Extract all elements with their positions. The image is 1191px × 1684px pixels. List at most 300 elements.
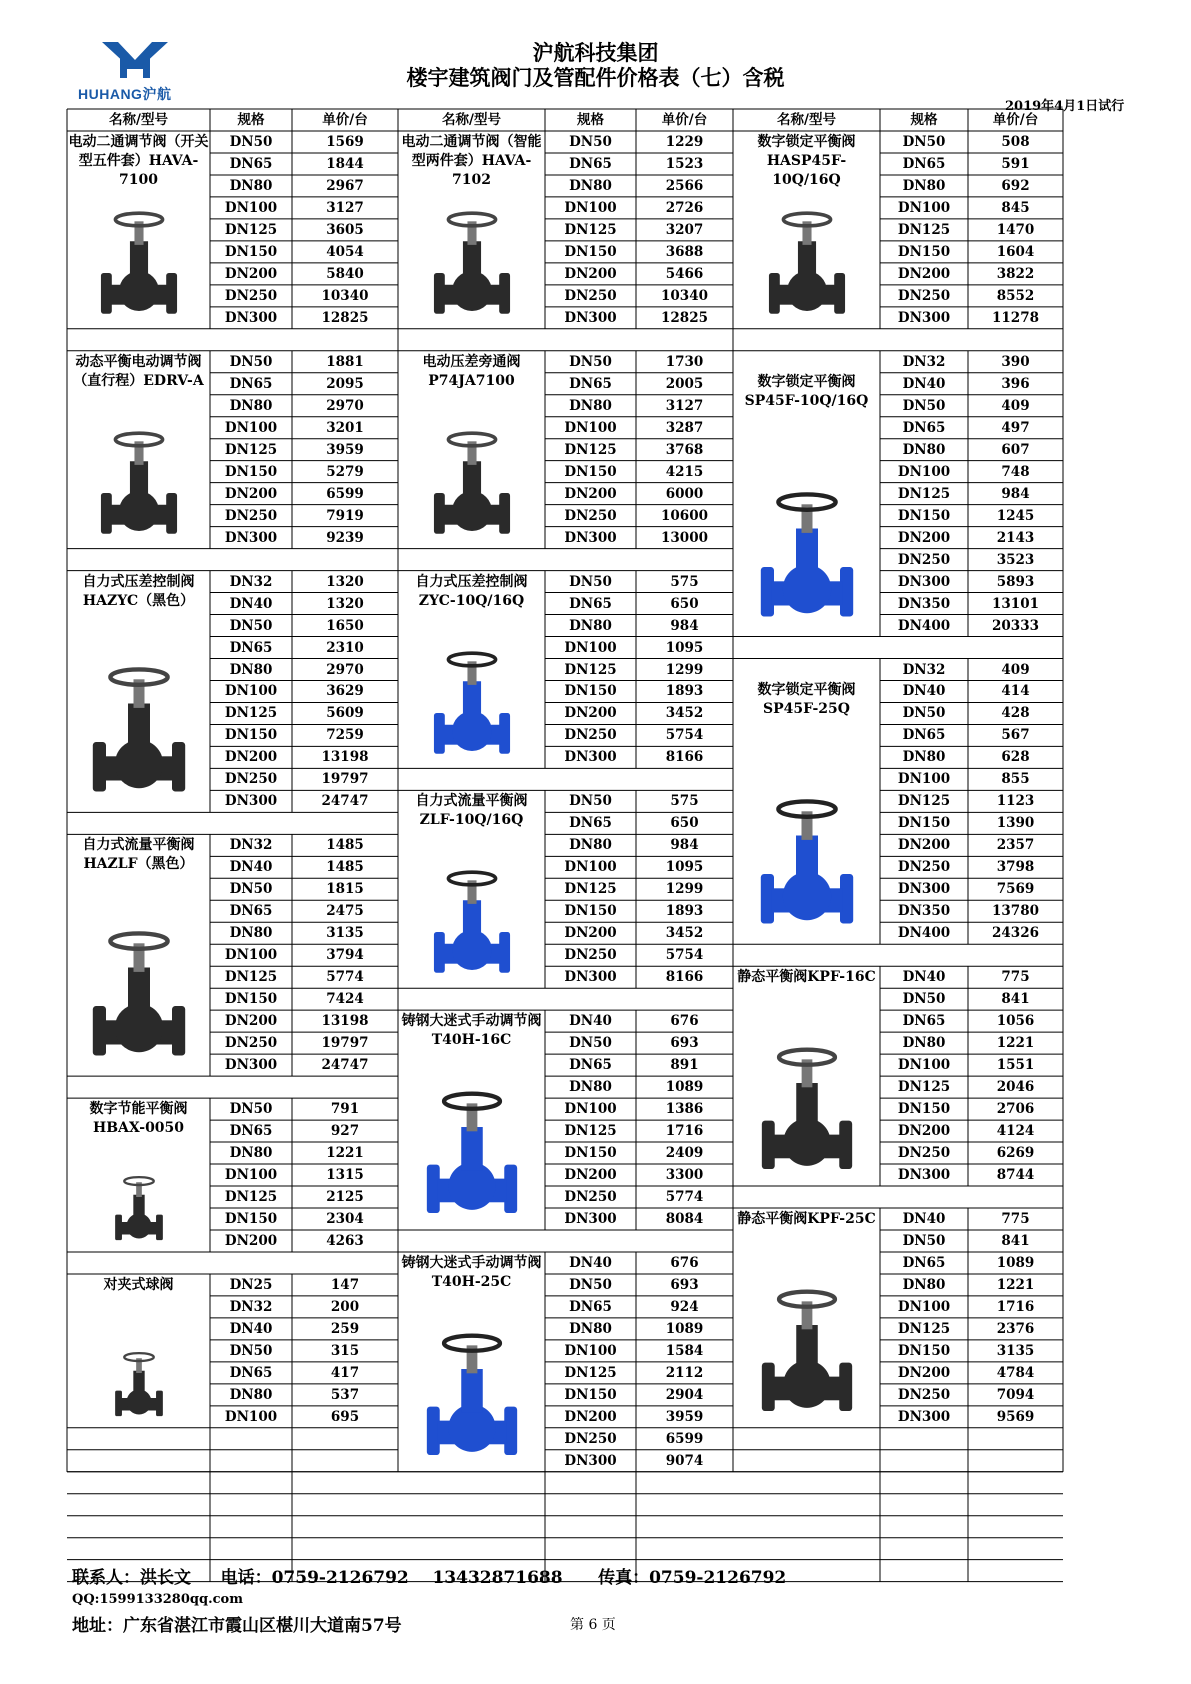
spec-cell: DN125 [897, 1320, 951, 1337]
spec-cell: DN250 [564, 727, 617, 744]
spec-cell: DN150 [224, 727, 278, 744]
price-cell: 1221 [326, 1145, 364, 1162]
price-cell: 2409 [665, 1145, 704, 1162]
header-price: 单价/台 [322, 112, 368, 128]
spec-cell: DN50 [569, 1276, 612, 1293]
spec-cell: DN50 [902, 397, 946, 414]
price-cell: 414 [1001, 683, 1030, 700]
price-cell: 841 [1001, 1232, 1030, 1249]
spec-cell: DN125 [564, 1123, 617, 1140]
spec-cell: DN65 [902, 727, 946, 744]
price-cell: 7424 [326, 991, 364, 1008]
price-cell: 3959 [326, 441, 364, 458]
effective-date: 2019年4月1日试行 [1005, 99, 1125, 114]
price-cell: 6000 [665, 485, 704, 502]
spec-cell: DN300 [564, 1211, 617, 1227]
price-cell: 650 [670, 815, 699, 832]
price-cell: 9074 [665, 1452, 704, 1469]
spec-cell: DN400 [897, 925, 951, 942]
price-cell: 3605 [326, 221, 364, 238]
spec-cell: DN100 [224, 419, 278, 436]
spec-cell: DN80 [902, 1035, 946, 1052]
price-cell: 6599 [326, 485, 364, 502]
price-cell: 409 [1001, 661, 1030, 678]
price-cell: 1584 [665, 1342, 704, 1359]
price-cell: 1229 [665, 133, 704, 150]
price-cell: 3452 [665, 925, 704, 942]
spec-cell: DN200 [564, 705, 617, 722]
spec-cell: DN300 [897, 309, 951, 326]
price-cell: 3127 [665, 397, 704, 414]
price-cell: 9569 [996, 1408, 1035, 1425]
price-cell: 3135 [996, 1342, 1035, 1359]
spec-cell: DN200 [897, 1123, 951, 1140]
price-cell: 4215 [665, 463, 704, 480]
spec-cell: DN65 [229, 155, 273, 172]
spec-cell: DN80 [569, 1079, 612, 1096]
qq-email: QQ:1599133280qq.com [72, 1592, 243, 1607]
price-cell: 5754 [665, 727, 704, 744]
spec-cell: DN300 [224, 309, 278, 326]
spec-cell: DN80 [229, 1145, 273, 1162]
price-cell: 567 [1001, 727, 1030, 744]
spec-cell: DN25 [229, 1276, 273, 1293]
spec-cell: DN150 [897, 243, 951, 260]
spec-cell: DN65 [229, 1364, 273, 1381]
price-cell: 417 [330, 1364, 360, 1381]
price-cell: 1650 [326, 617, 364, 634]
price-cell: 1844 [326, 155, 364, 172]
price-cell: 200 [330, 1298, 360, 1315]
price-cell: 2566 [665, 177, 704, 194]
price-cell: 7094 [996, 1386, 1035, 1403]
price-cell: 4124 [996, 1123, 1035, 1140]
spec-cell: DN300 [224, 529, 278, 546]
contact-footer [72, 1563, 786, 1636]
spec-cell: DN100 [564, 1101, 617, 1118]
spec-cell: DN40 [229, 1320, 273, 1337]
spec-cell: DN400 [897, 617, 951, 634]
valve-image [84, 1172, 194, 1246]
spec-cell: DN40 [902, 1211, 946, 1227]
product-name: 铸钢大迷式手动调节阀T40H-25C [401, 1254, 542, 1290]
spec-cell: DN150 [224, 991, 278, 1008]
price-cell: 5840 [326, 265, 364, 282]
price-cell: 10340 [321, 287, 369, 304]
price-cell: 1569 [326, 133, 364, 150]
header-spec: 规格 [577, 112, 604, 128]
spec-cell: DN200 [564, 265, 617, 282]
price-cell: 1089 [996, 1254, 1035, 1271]
spec-cell: DN125 [564, 221, 617, 238]
spec-cell: DN250 [564, 1189, 617, 1206]
spec-cell: DN150 [897, 1342, 951, 1359]
spec-cell: DN50 [229, 133, 273, 150]
spec-cell: DN50 [569, 353, 612, 370]
price-cell: 5893 [996, 573, 1035, 590]
price-cell: 2357 [996, 837, 1035, 854]
spec-cell: DN65 [229, 903, 273, 920]
spec-cell: DN250 [564, 507, 617, 524]
spec-cell: DN100 [897, 771, 951, 788]
spec-cell: DN150 [897, 1101, 951, 1118]
price-cell: 10340 [661, 287, 708, 304]
price-cell: 4054 [326, 243, 364, 260]
spec-cell: DN80 [569, 397, 612, 414]
spec-cell: DN50 [902, 133, 946, 150]
price-cell: 984 [670, 617, 699, 634]
price-cell: 24747 [321, 1057, 369, 1074]
spec-cell: DN100 [897, 1057, 951, 1074]
price-cell: 2310 [326, 639, 364, 656]
price-cell: 1551 [996, 1057, 1035, 1074]
price-cell: 891 [670, 1057, 699, 1074]
spec-cell: DN150 [564, 1386, 617, 1403]
price-cell: 2475 [326, 903, 364, 920]
product-name: 电动压差旁通阀P74JA7100 [422, 353, 521, 389]
price-cell: 3201 [326, 419, 364, 436]
spec-cell: DN150 [564, 1145, 617, 1162]
spec-cell: DN100 [897, 1298, 951, 1315]
product-name: 数字锁定平衡阀HASP45F-10Q/16Q [757, 133, 856, 188]
spec-cell: DN250 [897, 1386, 951, 1403]
price-cell: 1221 [996, 1035, 1035, 1052]
spec-cell: DN200 [897, 265, 951, 282]
spec-cell: DN65 [229, 1123, 273, 1140]
price-cell: 1095 [665, 859, 704, 876]
price-cell: 1470 [996, 221, 1035, 238]
spec-cell: DN65 [569, 155, 612, 172]
spec-cell: DN50 [229, 1342, 273, 1359]
spec-cell: DN200 [224, 1013, 278, 1030]
price-cell: 1485 [326, 837, 364, 854]
price-cell: 5466 [665, 265, 704, 282]
header-spec: 规格 [910, 112, 938, 128]
spec-cell: DN150 [897, 815, 951, 832]
spec-cell: DN125 [897, 485, 951, 502]
price-cell: 1089 [665, 1079, 704, 1096]
price-cell: 984 [1001, 485, 1030, 502]
spec-cell: DN80 [229, 1386, 273, 1403]
spec-cell: DN100 [564, 199, 617, 216]
spec-cell: DN40 [229, 595, 273, 612]
phone-label: 电话： [220, 1568, 272, 1588]
valve-image [84, 205, 194, 323]
spec-cell: DN100 [224, 199, 278, 216]
spec-cell: DN300 [564, 309, 617, 326]
spec-cell: DN250 [564, 1430, 617, 1447]
spec-cell: DN125 [564, 881, 617, 898]
product-name: 铸钢大迷式手动调节阀T40H-16C [401, 1013, 542, 1049]
spec-cell: DN50 [569, 573, 612, 590]
price-cell: 1089 [665, 1320, 704, 1337]
price-cell: 2005 [665, 375, 704, 392]
spec-cell: DN200 [897, 837, 951, 854]
price-cell: 591 [1001, 155, 1030, 172]
price-cell: 2376 [996, 1320, 1035, 1337]
spec-cell: DN100 [224, 1408, 278, 1425]
spec-cell: DN65 [569, 815, 612, 832]
spec-cell: DN32 [229, 837, 273, 854]
price-cell: 1386 [665, 1101, 704, 1118]
spec-cell: DN40 [569, 1254, 612, 1271]
price-cell: 5774 [665, 1189, 704, 1206]
price-cell: 1315 [326, 1167, 364, 1184]
valve-image [752, 205, 862, 323]
price-cell: 409 [1001, 397, 1030, 414]
spec-cell: DN100 [224, 1167, 278, 1184]
spec-cell: DN65 [569, 1057, 612, 1074]
valve-image [84, 656, 194, 806]
price-cell: 575 [670, 793, 699, 810]
spec-cell: DN350 [897, 595, 951, 612]
price-cell: 2726 [665, 199, 704, 216]
price-cell: 2970 [326, 661, 364, 678]
spec-cell: DN50 [902, 1232, 946, 1249]
price-cell: 1320 [326, 595, 364, 612]
valve-image [417, 1326, 527, 1466]
product-name: 数字锁定平衡阀SP45F-25Q [757, 681, 856, 717]
price-cell: 5279 [326, 463, 364, 480]
spec-cell: DN150 [564, 243, 617, 260]
product-name: 电动二通调节阀（开关型五件套）HAVA-7100 [68, 133, 209, 188]
price-cell: 1299 [665, 661, 704, 678]
spec-cell: DN80 [229, 925, 273, 942]
spec-cell: DN80 [229, 661, 273, 678]
spec-cell: DN80 [902, 1276, 946, 1293]
price-cell: 8166 [665, 749, 704, 766]
spec-cell: DN80 [569, 177, 612, 194]
price-cell: 927 [330, 1123, 360, 1140]
spec-cell: DN50 [229, 881, 273, 898]
header-name: 名称/型号 [442, 112, 501, 128]
spec-cell: DN50 [569, 133, 612, 150]
spec-cell: DN65 [902, 155, 946, 172]
spec-cell: DN125 [897, 221, 951, 238]
spec-cell: DN150 [897, 507, 951, 524]
spec-cell: DN200 [224, 265, 278, 282]
spec-cell: DN250 [224, 507, 278, 524]
spec-cell: DN100 [564, 419, 617, 436]
spec-cell: DN100 [564, 1342, 617, 1359]
spec-cell: DN300 [897, 1408, 951, 1425]
header-name: 名称/型号 [777, 112, 836, 128]
spec-cell: DN80 [902, 441, 946, 458]
price-cell: 6599 [665, 1430, 704, 1447]
price-cell: 7259 [326, 727, 364, 744]
price-cell: 13780 [992, 903, 1039, 920]
price-cell: 428 [1001, 705, 1030, 722]
spec-cell: DN150 [564, 683, 617, 700]
price-cell: 3959 [665, 1408, 704, 1425]
price-cell: 3629 [326, 683, 364, 700]
spec-cell: DN32 [902, 353, 946, 370]
spec-cell: DN50 [902, 705, 946, 722]
price-cell: 11278 [992, 309, 1039, 326]
product-name: 电动二通调节阀（智能型两件套）HAVA-7102 [401, 133, 542, 188]
spec-cell: DN40 [569, 1013, 612, 1030]
spec-cell: DN300 [897, 1167, 951, 1184]
spec-cell: DN250 [897, 859, 951, 876]
price-cell: 1245 [996, 507, 1035, 524]
spec-cell: DN125 [224, 441, 278, 458]
price-cell: 3523 [996, 551, 1035, 568]
spec-cell: DN200 [564, 1408, 617, 1425]
spec-cell: DN300 [564, 749, 617, 766]
price-cell: 19797 [321, 1035, 369, 1052]
price-cell: 13198 [321, 749, 369, 766]
spec-cell: DN40 [902, 969, 946, 986]
price-cell: 3127 [326, 199, 364, 216]
valve-image [752, 788, 862, 938]
spec-cell: DN150 [564, 903, 617, 920]
spec-cell: DN65 [229, 375, 273, 392]
price-cell: 10600 [661, 507, 708, 524]
price-cell: 19797 [321, 771, 369, 788]
address: 地址：广东省湛江市霞山区椹川大道南57号 [72, 1616, 402, 1636]
spec-cell: DN65 [902, 1013, 946, 1030]
product-name: 数字锁定平衡阀SP45F-10Q/16Q [744, 373, 869, 409]
valve-image [84, 1348, 194, 1422]
valve-image [417, 864, 527, 982]
price-cell: 315 [330, 1342, 360, 1359]
price-cell: 508 [1001, 133, 1030, 150]
price-cell: 8166 [665, 969, 704, 986]
fax-number: 0759-2126792 [649, 1568, 787, 1588]
spec-cell: DN50 [569, 1035, 612, 1052]
price-cell: 676 [670, 1254, 699, 1271]
price-cell: 845 [1001, 199, 1030, 216]
spec-cell: DN32 [902, 661, 946, 678]
price-cell: 3300 [665, 1167, 704, 1184]
product-name: 自力式压差控制阀ZYC-10Q/16Q [415, 573, 528, 609]
valve-image [752, 1282, 862, 1422]
spec-cell: DN65 [902, 419, 946, 436]
spec-cell: DN65 [229, 639, 273, 656]
spec-cell: DN200 [224, 485, 278, 502]
price-cell: 3768 [665, 441, 704, 458]
header-spec: 规格 [237, 112, 265, 128]
price-cell: 24326 [992, 925, 1039, 942]
price-cell: 775 [1001, 969, 1030, 986]
spec-cell: DN250 [564, 287, 617, 304]
spec-cell: DN250 [897, 551, 951, 568]
spec-cell: DN100 [564, 639, 617, 656]
spec-cell: DN150 [224, 463, 278, 480]
price-cell: 3798 [996, 859, 1035, 876]
spec-cell: DN300 [564, 1452, 617, 1469]
price-cell: 1716 [996, 1298, 1035, 1315]
spec-cell: DN100 [564, 859, 617, 876]
price-cell: 2095 [326, 375, 364, 392]
spec-cell: DN125 [564, 661, 617, 678]
valve-image [417, 205, 527, 323]
spec-cell: DN200 [564, 485, 617, 502]
spec-cell: DN300 [224, 793, 278, 810]
contact-person: 联系人：洪长文 [72, 1568, 191, 1588]
price-cell: 650 [670, 595, 699, 612]
spec-cell: DN200 [897, 1364, 951, 1381]
valve-image [84, 425, 194, 543]
spec-cell: DN250 [897, 287, 951, 304]
spec-cell: DN65 [569, 1298, 612, 1315]
price-cell: 1123 [996, 793, 1035, 810]
price-cell: 390 [1001, 353, 1030, 370]
spec-cell: DN125 [224, 705, 278, 722]
price-cell: 9239 [326, 529, 364, 546]
price-cell: 791 [330, 1101, 360, 1118]
product-name: 静态平衡阀KPF-16C [737, 969, 876, 986]
page-number: 第 6 页 [570, 1617, 616, 1633]
spec-cell: DN150 [564, 463, 617, 480]
product-name: 自力式流量平衡阀HAZLF（黑色） [82, 837, 195, 873]
valve-image [752, 1040, 862, 1180]
spec-cell: DN125 [897, 1079, 951, 1096]
header-price: 单价/台 [661, 112, 708, 128]
spec-cell: DN200 [224, 749, 278, 766]
price-cell: 20333 [992, 617, 1039, 634]
spec-cell: DN40 [229, 859, 273, 876]
price-cell: 3452 [665, 705, 704, 722]
spec-cell: DN80 [229, 397, 273, 414]
price-cell: 4784 [996, 1364, 1035, 1381]
price-cell: 924 [670, 1298, 699, 1315]
spec-cell: DN125 [564, 1364, 617, 1381]
valve-image [417, 645, 527, 763]
spec-cell: DN125 [224, 969, 278, 986]
price-cell: 147 [330, 1276, 360, 1293]
price-cell: 12825 [321, 309, 369, 326]
price-cell: 693 [670, 1035, 699, 1052]
spec-cell: DN125 [897, 793, 951, 810]
product-name: 自力式压差控制阀HAZYC（黑色） [82, 573, 195, 609]
valve-image [417, 1084, 527, 1224]
spec-cell: DN150 [224, 1211, 278, 1227]
price-cell: 6269 [996, 1145, 1035, 1162]
spec-cell: DN150 [224, 243, 278, 260]
price-cell: 1320 [326, 573, 364, 590]
price-cell: 259 [330, 1320, 360, 1337]
spec-cell: DN65 [569, 595, 612, 612]
price-cell: 13198 [321, 1013, 369, 1030]
spec-cell: DN300 [224, 1057, 278, 1074]
spec-cell: DN200 [564, 925, 617, 942]
spec-cell: DN125 [224, 1189, 278, 1206]
price-cell: 1299 [665, 881, 704, 898]
product-name: 数字节能平衡阀HBAX-0050 [89, 1101, 188, 1137]
spec-cell: DN250 [564, 947, 617, 964]
spec-cell: DN200 [224, 1232, 278, 1249]
spec-cell: DN32 [229, 573, 273, 590]
price-cell: 2304 [326, 1211, 364, 1227]
price-cell: 841 [1001, 991, 1030, 1008]
price-cell: 1056 [996, 1013, 1035, 1030]
spec-cell: DN250 [224, 287, 278, 304]
price-cell: 628 [1001, 749, 1030, 766]
spec-cell: DN50 [569, 793, 612, 810]
mobile-number: 13432871688 [432, 1568, 563, 1588]
price-cell: 5754 [665, 947, 704, 964]
price-cell: 537 [330, 1386, 360, 1403]
price-cell: 1390 [996, 815, 1035, 832]
spec-cell: DN250 [897, 1145, 951, 1162]
spec-cell: DN350 [897, 903, 951, 920]
price-cell: 2706 [996, 1101, 1035, 1118]
spec-cell: DN40 [902, 375, 946, 392]
price-cell: 3794 [326, 947, 364, 964]
price-cell: 855 [1001, 771, 1030, 788]
price-cell: 2112 [665, 1364, 704, 1381]
